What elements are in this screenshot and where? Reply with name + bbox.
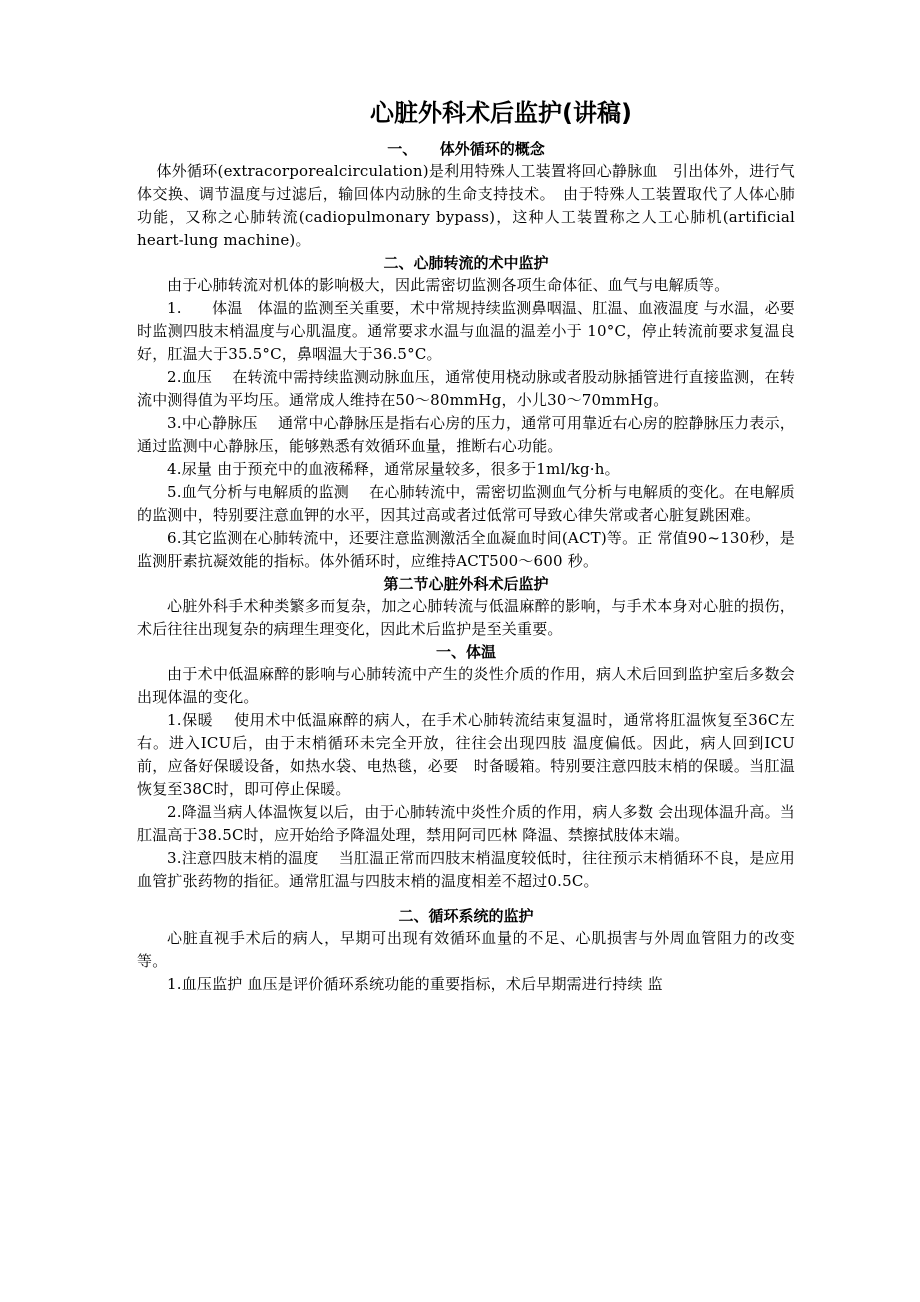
paragraph: 4.尿量 由于预充中的血液稀释，通常尿量较多，很多于1ml/kg·h。 — [167, 460, 620, 478]
paragraph: 2.降温当病人体温恢复以后，由于心肺转流中炎性介质的作用，病人多数 会出现体温升高。当肛温高于38.5C时，应开始给予降温处理，禁用阿司匹林 降温、禁擦拭肢体末端。 — [137, 803, 795, 844]
section-heading: 一、 体外循环的概念 — [387, 140, 545, 158]
paragraph: 5.血气分析与电解质的监测 在心肺转流中，需密切监测血气分析与电解质的变化。在电解质的监测中，特别要注意血钾的水平，因其过高或者过低常可导致心律失常或者心脏复跳困难。 — [137, 483, 795, 524]
paragraph: 3.注意四肢末梢的温度 当肛温正常而四肢末梢温度较低时，往往预示末梢循环不良，是应用血管扩张药物的指征。通常肛温与四肢末梢的温度相差不超过0.5C。 — [137, 849, 795, 890]
paragraph: 6.其它监测在心肺转流中，还要注意监测激活全血凝血时间(ACT)等。正 常值90~130秒，是监测肝素抗凝效能的指标。体外循环时，应维持ACT500～600 秒。 — [137, 529, 795, 570]
section-heading: 一、体温 — [435, 643, 496, 661]
document-body — [137, 138, 795, 996]
document-title: 心脏外科术后监护(讲稿) — [370, 99, 632, 127]
document-page — [137, 88, 795, 996]
paragraph: 2.血压 在转流中需持续监测动脉血压，通常使用桡动脉或者股动脉插管进行直接监测，在转流中测得值为平均压。通常成人维持在50～80mmHg，小儿30～70mmHg。 — [137, 368, 795, 409]
paragraph: 心脏外科手术种类繁多而复杂，加之心肺转流与低温麻醉的影响，与手术本身对心脏的损伤，术后往往出现复杂的病理生理变化，因此术后监护是至关重要。 — [137, 597, 795, 638]
section-heading: 第二节心脏外科术后监护 — [383, 575, 549, 593]
paragraph: 1.血压监护 血压是评价循环系统功能的重要指标，术后早期需进行持续 监 — [167, 975, 663, 993]
paragraph: 由于术中低温麻醉的影响与心肺转流中产生的炎性介质的作用，病人术后回到监护室后多数会出现体温的变化。 — [137, 665, 795, 706]
paragraph: 体外循环(extracorporealcirculation)是利用特殊人工装置将回心静脉血 引出体外，进行气体交换、调节温度与过滤后，输回体内动脉的生命支持技术。 由于特殊人工装置取代了人体心肺功能，又称之心肺转流(cadiopulmonary bypass)，这种人工装置称之人工心肺机(artificial heart-lung machine)。 — [137, 162, 795, 249]
paragraph: 心脏直视手术后的病人，早期可出现有效循环血量的不足、心肌损害与外周血管阻力的改变等。 — [137, 929, 795, 970]
paragraph: 3.中心静脉压 通常中心静脉压是指右心房的压力，通常可用靠近右心房的腔静脉压力表示，通过监测中心静脉压，能够熟悉有效循环血量，推断右心功能。 — [137, 414, 795, 455]
paragraph: 1.保暖 使用术中低温麻醉的病人，在手术心肺转流结束复温时，通常将肛温恢复至36C左右。进入ICU后，由于末梢循环未完全开放，往往会出现四肢 温度偏低。因此，病人回到ICU前，应备好保暖设备，如热水袋、电热毯，必要 时备暖箱。特别要注意四肢末梢的保暖。当肛温恢复至38C时，即可停止保暖。 — [137, 711, 795, 798]
section-heading: 二、循环系统的监护 — [398, 907, 534, 925]
paragraph: 由于心肺转流对机体的影响极大，因此需密切监测各项生命体征、血气与电解质等。 — [167, 276, 730, 294]
section-heading: 二、心肺转流的术中监护 — [383, 254, 549, 272]
paragraph: 1. 体温 体温的监测至关重要，术中常规持续监测鼻咽温、肛温、血液温度 与水温，必要时监测四肢末梢温度与心肌温度。通常要求水温与血温的温差小于 10°C，停止转流前要求复温良好，肛温大于35.5°C，鼻咽温大于36.5°C。 — [137, 299, 795, 363]
